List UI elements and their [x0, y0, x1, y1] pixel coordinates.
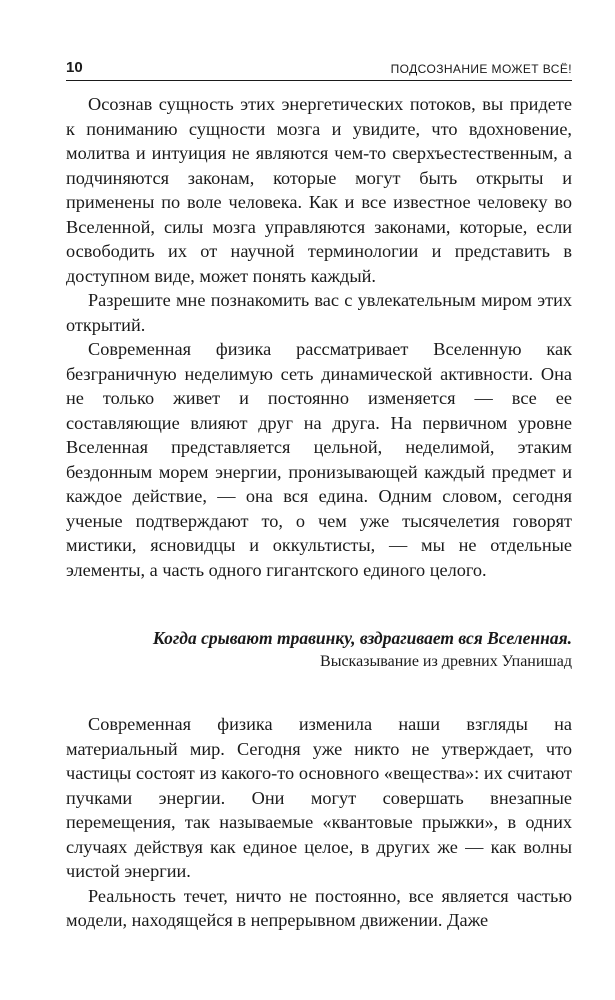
- paragraph: Реальность течет, ничто не постоянно, все является частью модели, находящейся в непрерывном движении. Даже: [66, 885, 572, 930]
- header-divider: [66, 80, 572, 81]
- paragraph: Осознав сущность этих энергетических потоков, вы придете к пониманию сущности мозга и увидите, что вдохновение, молитва и интуиция не являются чем-то сверхъестественным, а подчиняются законам, которые могут быть открыты и применены по воле человека. Как и все известное человеку во Вселенной, силы мозга управляются законами, которые, если освободить их от научной терминологии и представить в доступном виде, может понять каждый.: [66, 94, 572, 286]
- epigraph: [66, 626, 572, 674]
- page-number: 10: [66, 59, 83, 76]
- body-text-top: [66, 92, 572, 582]
- paragraph: Современная физика изменила наши взгляды на материальный мир. Сегодня уже никто не утверждает, что частицы состоят из какого-то основного «вещества»: их считают пучками энергии. Они могут совершать внезапные перемещения, так называемые «квантовые прыжки», в одних случаях действуя как единое целое, в других же — как волны чистой энергии.: [66, 714, 572, 881]
- epigraph-quote: Когда срывают травинку, вздрагивает вся Вселенная.: [152, 628, 572, 648]
- paragraph: Разрешите мне познакомить вас с увлекательным миром этих открытий.: [66, 290, 572, 335]
- page-header: [66, 58, 572, 82]
- epigraph-source: Высказывание из древних Упанишад: [320, 653, 572, 670]
- paragraph: Современная физика рассматривает Вселенную как безграничную неделимую сеть динамической активности. Она не только живет и постоянно изменяется — все ее составляющие влияют друг на друга. На первичном уровне Вселенная представляется цельной, неделимой, этаким бездонным морем энергии, пронизывающей каждый предмет и каждое действие, — она вся едина. Одним словом, сегодня ученые подтверждают то, о чем уже тысячелетия говорят мистики, ясновидцы и оккультисты, — мы не отдельные элементы, а часть одного гигантского единого целого.: [66, 339, 572, 580]
- running-title: ПОДСОЗНАНИЕ МОЖЕТ ВСЁ!: [390, 62, 572, 76]
- body-text-bottom: [66, 712, 572, 933]
